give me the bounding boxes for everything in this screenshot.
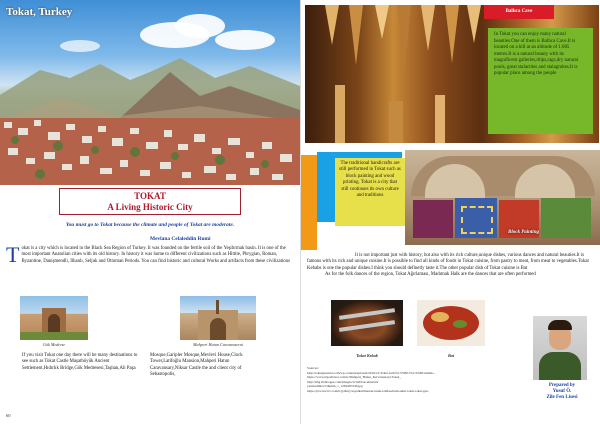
author-school: Zile Fen Lisesi [546,395,578,400]
bat-dish-photo [417,300,485,346]
author-name: Yusuf Ö. [552,389,572,394]
quote-author: Mevlana Celaleddin Rumi [150,236,211,242]
destinations-column-1: If you visit Tokat one day there will be many destinations to see such as Tokat Castle Maşathöyük Ancient Settlement,Hıdırlık Bridge,Gök Medresesi,Taşhan,Ali Paşa [22,353,138,371]
tokat-kebab-caption: Tokat Kebab [356,353,378,358]
handicrafts-text-box: The traditional handicrafts are still performed in Tokat such as block painting and wood printing. Tokat is a city that still continues its own culture and traditions [335,158,405,226]
intro-paragraph [6,242,296,267]
sources-list [307,366,517,394]
author-credit [529,383,595,401]
cave-text-box: In Tokat you can enjoy many natural beauties.One of them is Ballıca Cave.It is located on a hill at an altitude of 1.085 metres.It is a natural beauty with its magnificent galleries,drips,rags,dry natural pools, great stalactites and stalagmites.It is popular place among the people [488,28,593,134]
title-line-2: A Living Historic City [107,202,193,212]
hero-title: Tokat, Turkey [6,6,73,18]
orange-accent-bar [301,155,317,250]
sources-line: yeniresimler/l/thumb_1_1262487240.jpg [307,384,363,389]
page-number: 60 [6,413,11,418]
gok-medrese-photo [20,296,88,340]
sources-line: https://prwww.trv.com/tr/gallery/sayalkarthnaton-bunu-tatlh-kebam-sehir-tokat-tokat-gez- [307,388,429,393]
sources-line: https://www.tripadvisor.com.tr/Mahperi_Hatun_Kervansarayi-Tokat_ [307,375,402,380]
block-painting-caption: Block Painting [508,230,539,235]
dance-text: As for the folk dances of the region, Tokat Ağırlaması, Madımak Halk are the dances that are often performed [325,272,536,278]
drop-cap: T [6,242,20,267]
tokat-kebab-photo [331,300,403,346]
block-painting-photo [405,150,600,245]
prepared-by-label: Prepared by [548,383,576,388]
tokat-panorama-photo [0,0,300,185]
culture-text: It is not important just with history, but also with its rich culture,unique dishes, various dances and natural beauties.It is famous with its rich and unique cuisine.It is possible to find all kinds of foods in Tokat cuisine, from pastry to meat, from meat to vegetables.Tokat Kebabs is one the popular dishes.I think you should definetly taste it.The other popular dish of Tokat cuisine is Bat [307,253,589,271]
destinations-column-2: Mosque,Garipler Mosque,Mevlevi House,Clock Tower,Latifoğlu Mansion,Mahperi Hatun Caravansary,Niksar Castle the and ciient city of Sebastopolis, [150,353,243,378]
cave-label: Ballıca Cave [484,5,554,19]
title-line-1: TOKAT [134,191,166,201]
sources-line: http://img10.hbogee.com/images/l/cm/blok-aktarlan/ [307,379,379,384]
sources-line: Sources: [307,366,319,370]
bat-dish-caption: Bat [447,353,455,358]
mahperi-caravanserai-caption: Mahperi Hatun Caravanserai [192,342,243,347]
sources-line: http://tokatgazetesi.com/wp-content/uploads/2016/12/Tokat-Gök%C3%BCt%C3%BCrmelik... [307,370,436,375]
gok-medrese-caption: Gök Medrese [42,342,66,347]
right-page [300,0,600,424]
article-title-box [59,188,241,215]
rumi-quote: You must go to Tokat because the climate and people of Tokat are moderate. [65,222,235,228]
author-photo [533,316,587,380]
culture-paragraph [307,253,595,279]
mahperi-caravanserai-photo [180,296,256,340]
intro-text: okat is a city which is located in the Black Sea Region of Turkey. It was founded on the fertile soil of the Yeşilırmak basin. It is one of the most important Anatolian cities with its old history. In history it was home to different civilizations such as Hittite, Phrygian, Roman, Byzantine, Danişmendli, Ilhanlı, Seljuk and Ottoman Periods. You can find historic and cultural Works and artifacts from these civilizations [21,246,290,264]
